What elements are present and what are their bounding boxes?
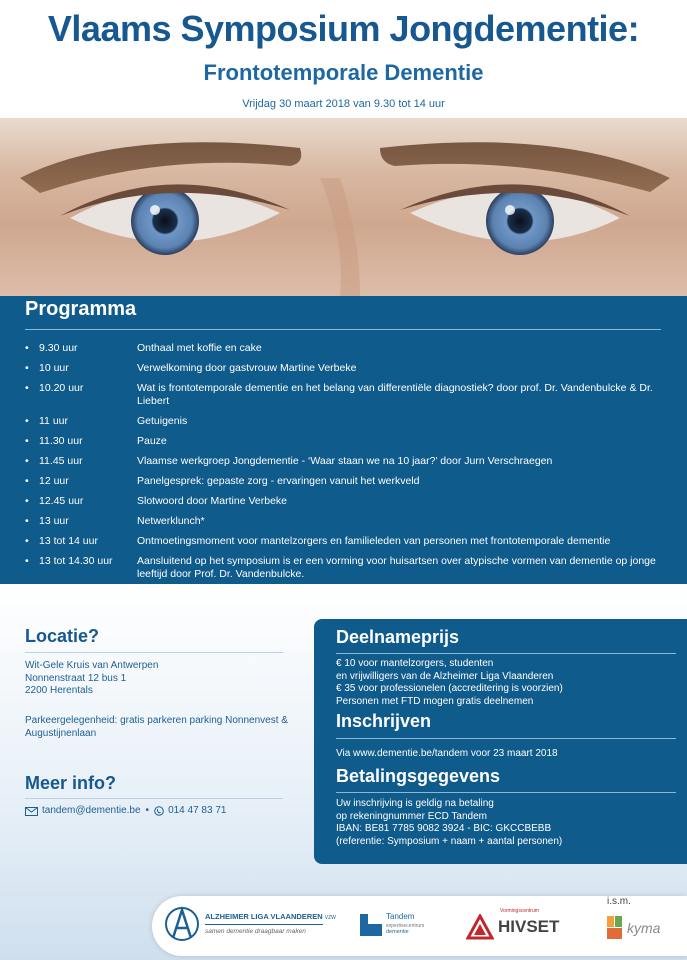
alzheimer-tagline: samen dementie draagbaar maken [205, 928, 306, 935]
programma-desc: Ontmoetingsmoment voor mantelzorgers en familieleden van personen met frontotemporale dementie [137, 535, 611, 547]
programma-time: 13 tot 14.30 uur [39, 555, 113, 567]
locatie-divider [25, 652, 283, 653]
betaling-line: op rekeningnummer ECD Tandem [336, 810, 488, 822]
inschrijven-link[interactable]: Via www.dementie.be/tandem voor 23 maart 2018 [336, 748, 558, 759]
programma-item [25, 415, 665, 428]
locatie-line: Nonnenstraat 12 bus 1 [25, 672, 127, 684]
programma-item [25, 455, 665, 468]
hivset-name: HIVSET [498, 917, 560, 936]
programma-divider [25, 329, 661, 330]
betaling-divider [336, 792, 676, 793]
bullet-icon: • [25, 475, 29, 487]
tandem-sub2: dementie [386, 929, 409, 935]
bullet-icon: • [25, 415, 29, 427]
tandem-sub1: expertisecentrum [386, 923, 425, 929]
inschrijven-heading: Inschrijven [336, 711, 432, 731]
programma-item [25, 475, 665, 488]
programma-desc: Slotwoord door Martine Verbeke [137, 495, 287, 507]
programma-item [25, 382, 665, 408]
programma-time: 13 uur [39, 515, 69, 527]
programma-section [0, 296, 687, 584]
tandem-logo-icon [360, 914, 382, 936]
programma-time: 12.45 uur [39, 495, 84, 507]
event-date: Vrijdag 30 maart 2018 van 9.30 tot 14 uur [242, 98, 445, 110]
programma-list [25, 342, 665, 588]
kyma-logo-icon [607, 916, 623, 940]
programma-item [25, 495, 665, 508]
page-subtitle: Frontotemporale Dementie [203, 60, 484, 85]
programma-time: 11 uur [39, 415, 68, 427]
eyes-photo [0, 118, 687, 296]
betaling-line: (referentie: Symposium + naam + aantal personen) [336, 835, 563, 847]
tandem-logo [360, 912, 440, 942]
programma-item [25, 515, 665, 528]
programma-desc: Getuigenis [137, 415, 188, 427]
programma-desc: Netwerklunch* [137, 515, 205, 527]
programma-time: 11.45 uur [39, 455, 83, 467]
bullet-icon: • [25, 362, 29, 374]
programma-item [25, 435, 665, 448]
programma-desc: Onthaal met koffie en cake [137, 342, 262, 354]
alzheimer-suffix: VZW [324, 915, 336, 921]
bullet-icon: • [25, 515, 29, 527]
programma-heading: Programma [25, 298, 137, 320]
meer-info-heading: Meer info? [25, 773, 117, 793]
bullet-icon: • [25, 455, 29, 467]
bullet-icon: • [25, 435, 29, 447]
programma-time: 10.20 uur [39, 382, 84, 394]
locatie-heading: Locatie? [25, 626, 100, 646]
registration-box [314, 619, 687, 864]
kyma-name: kyma [627, 920, 661, 936]
deelnameprijs-text [336, 658, 563, 708]
programma-item [25, 342, 665, 355]
inschrijven-divider [336, 738, 676, 739]
programma-time: 12 uur [39, 475, 69, 487]
deelnameprijs-divider [336, 653, 676, 654]
email-link[interactable]: tandem@dementie.be [42, 805, 141, 816]
betaling-heading: Betalingsgegevens [336, 766, 501, 786]
alzheimer-name: ALZHEIMER LIGA VLAANDEREN [205, 912, 323, 921]
kyma-logo [607, 914, 677, 944]
bullet-icon: • [25, 555, 29, 567]
parking-info [25, 715, 288, 740]
phone-number: 014 47 83 71 [168, 805, 227, 816]
parking-line: Parkeergelegenheid: gratis parkeren parking Nonnenvest & [25, 715, 288, 726]
programma-desc: Panelgesprek: gepaste zorg - ervaringen vanuit het werkveld [137, 475, 420, 487]
programma-item [25, 362, 665, 375]
price-line: € 35 voor professionelen (accreditering is voorzien) [336, 683, 563, 694]
hivset-small: Vormingscentrum [500, 908, 539, 914]
betaling-line: IBAN: BE81 7785 9082 3924 - BIC: GKCCBEBB [336, 823, 552, 834]
price-line: € 10 voor mantelzorgers, studenten [336, 658, 494, 669]
ism-label: i.s.m. [607, 896, 631, 907]
meer-info-divider [25, 798, 283, 799]
page-title: Vlaams Symposium Jongdementie: [47, 8, 640, 49]
programma-desc: Verwelkoming door gastvrouw Martine Verbeke [137, 362, 357, 374]
programma-desc: Vlaamse werkgroep Jongdementie - ‘Waar staan we na 10 jaar?’ door Jurn Verschraegen [137, 455, 553, 467]
hivset-logo-icon [466, 914, 494, 940]
programma-item [25, 535, 665, 548]
betaling-text [336, 798, 562, 848]
locatie-line: 2200 Herentals [25, 685, 93, 696]
programma-desc: Wat is frontotemporale dementie en het belang van differentiële diagnostiek? door prof. Dr. Vandenbulcke & Dr. Liebert [137, 382, 653, 407]
price-line: en vrijwilligers van de Alzheimer Liga Vlaanderen [336, 670, 554, 682]
programma-item [25, 555, 665, 581]
price-line: Personen met FTD mogen gratis deelnemen [336, 695, 534, 707]
alzheimer-logo-icon [165, 904, 199, 944]
mail-icon [25, 807, 38, 816]
phone-icon [154, 806, 164, 816]
hivset-logo [466, 906, 576, 942]
eyes-illustration [0, 118, 687, 296]
parking-line: Augustijnenlaan [25, 727, 97, 739]
programma-time: 10 uur [39, 362, 69, 374]
bullet-icon: • [25, 535, 29, 547]
programma-time: 13 tot 14 uur [39, 535, 98, 547]
contact-separator: • [145, 805, 150, 816]
programma-desc: Aansluitend op het symposium is er een vorming voor huisartsen over atypische vormen van dementie op jonge leeftijd door Prof. Dr. Vandenbulcke. [137, 555, 656, 580]
programma-time: 11.30 uur [39, 435, 83, 447]
bullet-icon: • [25, 382, 29, 394]
contact-line [25, 805, 226, 818]
tandem-name: Tandem [386, 912, 415, 921]
bullet-icon: • [25, 495, 29, 507]
alzheimer-rule [205, 924, 323, 925]
locatie-line: Wit-Gele Kruis van Antwerpen [25, 660, 159, 671]
programma-time: 9.30 uur [39, 342, 78, 354]
locatie-address [25, 660, 158, 698]
deelnameprijs-heading: Deelnameprijs [336, 627, 460, 647]
programma-desc: Pauze [137, 435, 167, 447]
betaling-line: Uw inschrijving is geldig na betaling [336, 798, 494, 809]
bullet-icon: • [25, 342, 29, 354]
alzheimer-liga-logo [165, 902, 336, 946]
